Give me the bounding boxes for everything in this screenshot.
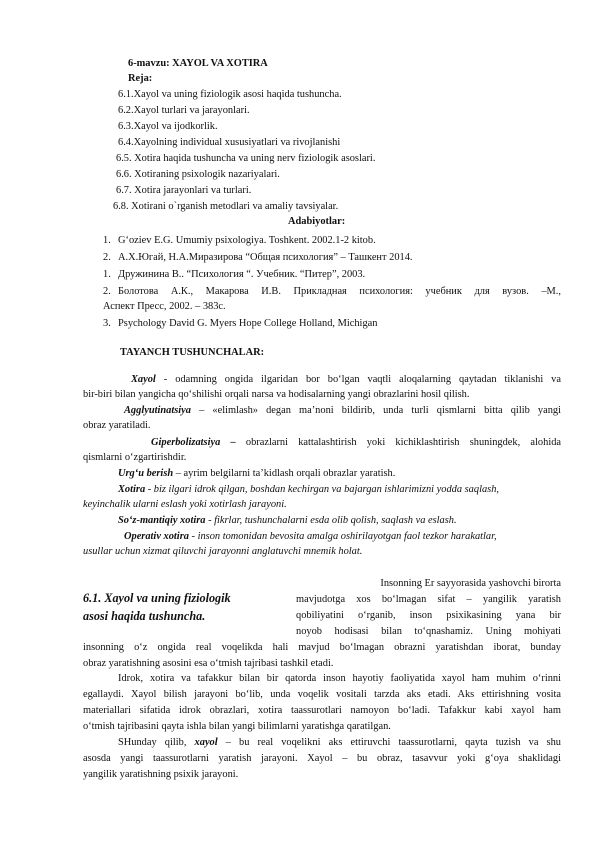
plan-item: 6.1.Xayol va uning fiziologik asosi haqida tushuncha. xyxy=(118,89,342,100)
literature-heading: Adabiyotlar: xyxy=(288,216,346,227)
paragraph-line: asosda yangi taassurotlarni yaratish jarayoni. Xayol – bu obraz, tasavvur yoki g‘oya shaklidagi xyxy=(83,753,561,764)
definition-operativ xyxy=(124,530,497,544)
definition-text: - inson tomonidan bevosita amalga oshirilayotgan faol tezkor harakatlar, xyxy=(188,531,497,542)
paragraph-line xyxy=(118,736,561,750)
section-heading: 6.1. Xayol va uning fiziologik xyxy=(83,591,231,605)
literature-item: Psychology David G. Myers Hope College Holland, Michigan xyxy=(118,318,378,329)
term: So‘z-mantiqiy xotira xyxy=(118,515,206,526)
literature-item: Болотова А.К., Макарова И.В. Прикладная психология: учебник для вузов. –М., xyxy=(118,286,561,297)
term: Urg‘u berish xyxy=(118,468,174,479)
literature-num: 2. xyxy=(103,286,111,297)
plan-item: 6.8. Xotirani o`rganish metodlari va amaliy tavsiyalar. xyxy=(113,201,339,212)
literature-num: 1. xyxy=(103,235,111,246)
term: Giperbolizatsiya – xyxy=(151,437,236,448)
literature-num: 1. xyxy=(103,269,111,280)
plan-item: 6.6. Xotiraning psixologik nazariyalari. xyxy=(116,169,280,180)
plan-item: 6.7. Xotira jarayonlari va turlari. xyxy=(116,185,252,196)
term: xayol xyxy=(194,737,218,748)
plan-item: 6.2.Xayol turlari va jarayonlari. xyxy=(118,105,250,116)
paragraph-line: o‘tmish tajribasini qayta ishla bilan yangi bilimlarni yaratishga qaratilgan. xyxy=(83,721,391,732)
literature-item: Дружинина В.. “Психология “. Учебник. “Питер”, 2003. xyxy=(118,269,366,280)
definition-text: – «elimlash» degan ma’noni bildirib, unda turli qismlarni bitta qilib yangi xyxy=(190,405,561,416)
paragraph-line: materiallari sifatida idrok obrazlari, xotira taassurotlari namoyon bo‘ladi. Tafakkur kabi xayol ham xyxy=(83,705,561,716)
topic-title: 6-mavzu: XAYOL VA XOTIRA xyxy=(128,58,268,69)
literature-item: А.Х.Югай, Н.А.Миразирова “Общая психология” – Ташкент 2014. xyxy=(118,252,413,263)
paragraph-line: Insonning Er sayyorasida yashovchi birorta xyxy=(380,578,561,589)
literature-item: G‘oziev E.G. Umumiy psixologiya. Toshkent. 2002.1-2 kitob. xyxy=(118,235,376,246)
definition-xayol xyxy=(131,373,561,387)
paragraph-line: qobiliyatini o‘rganib, inson psixikasining yana bir xyxy=(296,610,561,621)
definition-text: obrazlarni kattalashtirish yoki kichiklashtirish shuningdek, alohida xyxy=(235,437,562,448)
definition-text: bir-biri bilan yangicha qo‘shilishi orqali narsa va hodisalarning yangi obrazlarini hosil qilish. xyxy=(83,389,470,400)
term: Agglyutinatsiya xyxy=(124,405,191,416)
definition-agglyutinatsiya xyxy=(124,404,561,418)
concepts-heading: TAYANCH TUSHUNCHALAR: xyxy=(120,347,265,358)
term: Operativ xotira xyxy=(124,531,189,542)
term: Xotira xyxy=(118,484,146,495)
paragraph-line: noyob hodisasi bilan to‘qnashamiz. Uning mohiyati xyxy=(296,626,561,637)
definition-urgu xyxy=(118,467,395,481)
definition-text: - biz ilgari idrok qilgan, boshdan kechirgan va bajargan ishlarimizni yodda saqlash, xyxy=(145,484,499,495)
paragraph-line: mavjudotga xos bo‘lmagan sifat – yangilik yaratish xyxy=(296,594,561,605)
definition-text: - fikrlar, tushunchalarni esda olib qolish, saqlash va eslash. xyxy=(205,515,457,526)
plan-item: 6.3.Xayol va ijodkorlik. xyxy=(118,121,218,132)
plan-item: 6.5. Xotira haqida tushuncha va uning nerv fiziologik asoslari. xyxy=(116,153,376,164)
paragraph-line: insonning o‘z ongida real voqelikda hali mavjud bo‘lmagan obrazni yaratishdan iborat, bunday xyxy=(83,642,561,653)
paragraph-line: obraz yaratishning asosini esa o‘tmish tajribasi tashkil etadi. xyxy=(83,658,334,669)
term: Xayol xyxy=(131,374,156,385)
paragraph-text: SHunday qilib, xyxy=(118,737,195,748)
definition-soz-mantiqiy xyxy=(118,514,457,528)
section-heading: asosi haqida tushuncha. xyxy=(83,609,206,623)
plan-label: Reja: xyxy=(128,73,153,84)
definition-text: obraz yaratiladi. xyxy=(83,420,151,431)
definition-xotira xyxy=(118,483,499,497)
literature-item-cont: Аспект Пресс, 2002. – 383с. xyxy=(103,301,226,312)
definition-text: qismlarni o‘zgartirishdir. xyxy=(83,452,187,463)
paragraph-line: Idrok, xotira va tafakkur bilan bir qatorda inson hayotiy faoliyatida xayol ham muhim o‘rinni xyxy=(118,673,561,684)
plan-item: 6.4.Xayolning individual xususiyatlari va rivojlanishi xyxy=(118,137,341,148)
definition-text: – ayrim belgilarni ta’kidlash orqali obrazlar yaratish. xyxy=(173,468,396,479)
definition-giperbolizatsiya xyxy=(151,436,561,450)
paragraph-line: egallaydi. Xayol bilish jarayoni bo‘lib, unda voqelik vositali tarzda aks etadi. Aks ettirishning vosita xyxy=(83,689,561,700)
definition-text: - odamning ongida ilgaridan bor bo‘lgan vaqtli aloqalarning qaytadan tiklanishi va xyxy=(155,374,561,385)
paragraph-text: – bu real voqelikni aks ettiruvchi taassurotlarni, qayta tuzish va shu xyxy=(217,737,561,748)
literature-num: 2. xyxy=(103,252,111,263)
literature-num: 3. xyxy=(103,318,111,329)
definition-text: keyinchalik ularni eslash yoki xotirlash jarayoni. xyxy=(83,499,287,510)
paragraph-line: yangilik yaratishning psixik jarayoni. xyxy=(83,769,239,780)
definition-text: usullar uchun xizmat qiluvchi jarayonni anglatuvchi mnemik holat. xyxy=(83,546,363,557)
